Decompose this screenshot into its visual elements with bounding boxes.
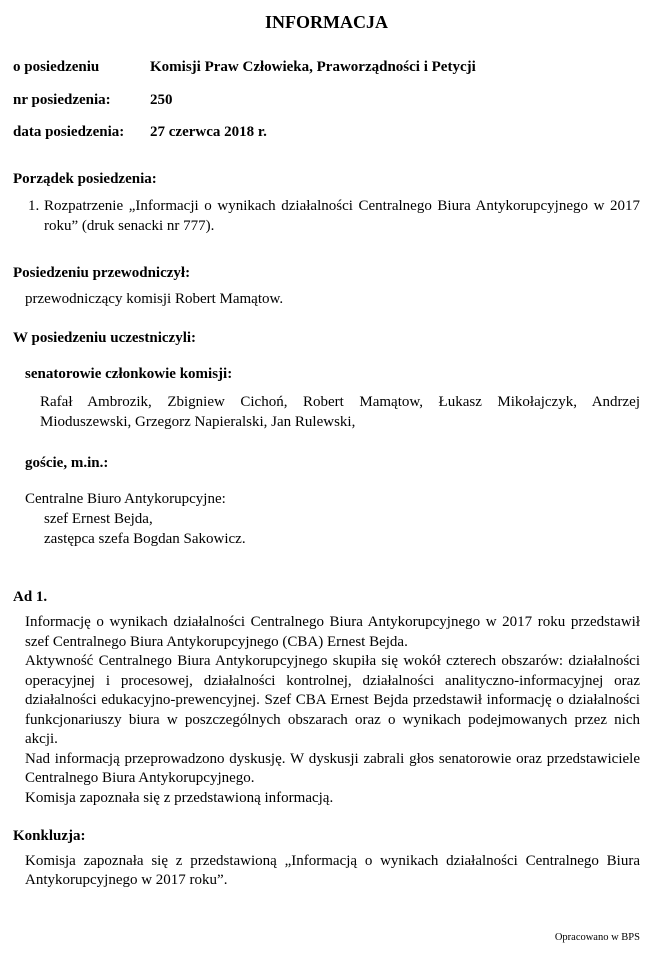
guests-block <box>13 489 640 549</box>
ad1-paragraph: Komisja zapoznała się z przedstawioną informacją. <box>25 789 334 806</box>
agenda-item-text: Rozpatrzenie „Informacji o wynikach działalności Centralnego Biura Antykorupcyjnego w 2017 roku” (druk senacki nr 777). <box>44 198 640 234</box>
ad1-section <box>13 613 640 808</box>
ad1-paragraph: Nad informacją przeprowadzono dyskusję. W dyskusji zabrali głos senatorowie oraz przedstawiciele Centralnego Biura Antykorupcyjnego. <box>25 750 640 786</box>
document-title: INFORMACJA <box>265 12 388 32</box>
meta-row-committee <box>13 58 640 78</box>
senators-heading: senatorowie członkowie komisji: <box>25 365 233 382</box>
guests-organization: Centralne Biuro Antykorupcyjne: <box>25 490 226 507</box>
guest-person: szef Ernest Bejda, <box>44 510 153 527</box>
participants-heading: W posiedzeniu uczestniczyli: <box>13 330 197 346</box>
ad1-heading: Ad 1. <box>13 588 48 605</box>
guest-person: zastępca szefa Bogdan Sakowicz. <box>44 530 246 547</box>
agenda-heading: Porządek posiedzenia: <box>13 170 157 187</box>
meeting-meta <box>13 58 640 143</box>
ad1-paragraph: Aktywność Centralnego Biura Antykorupcyjnego skupiła się wokół czterech obszarów: działalności operacyjnej i procesowej, działalności kontrolnej, działalności analityczno-informacyjnej oraz działalności edukacyjno-prewencyjnej. Szef CBA Ernest Bejda przedstawił informację o działalności funkcjonariuszy biura w poszczególnych obszarach oraz o wynikach podejmowanych przez nich akcji. <box>25 653 640 747</box>
meta-row-number <box>13 91 640 111</box>
agenda-item-number: 1. <box>28 198 40 214</box>
meta-value: 27 czerwca 2018 r. <box>150 124 267 140</box>
meta-row-date <box>13 123 640 143</box>
meta-value: Komisji Praw Człowieka, Praworządności i Petycji <box>150 59 476 75</box>
guests-heading: goście, m.in.: <box>25 455 109 471</box>
senators-list: Rafał Ambrozik, Zbigniew Cichoń, Robert Mamątow, Łukasz Mikołajczyk, Andrzej Mioduszewski, Grzegorz Napieralski, Jan Rulewski, <box>40 394 640 430</box>
chair-heading: Posiedzeniu przewodniczył: <box>13 265 191 281</box>
meta-value: 250 <box>150 91 173 108</box>
conclusion-heading: Konkluzja: <box>13 828 86 844</box>
footer-note: Opracowano w BPS <box>554 932 640 943</box>
meta-label: o posiedzeniu <box>13 59 100 75</box>
chair-text: przewodniczący komisji Robert Mamątow. <box>25 290 284 307</box>
conclusion-text: Komisja zapoznała się z przedstawioną „Informacją o wynikach działalności Centralnego Biura Antykorupcyjnego w 2017 roku”. <box>25 852 640 888</box>
ad1-paragraph: Informację o wynikach działalności Centralnego Biura Antykorupcyjnego w 2017 roku przedstawił szef Centralnego Biura Antykorupcyjnego (CBA) Ernest Bejda. <box>25 614 640 650</box>
meta-label: data posiedzenia: <box>13 124 125 140</box>
agenda-item <box>28 197 640 236</box>
meta-label: nr posiedzenia: <box>13 91 111 108</box>
